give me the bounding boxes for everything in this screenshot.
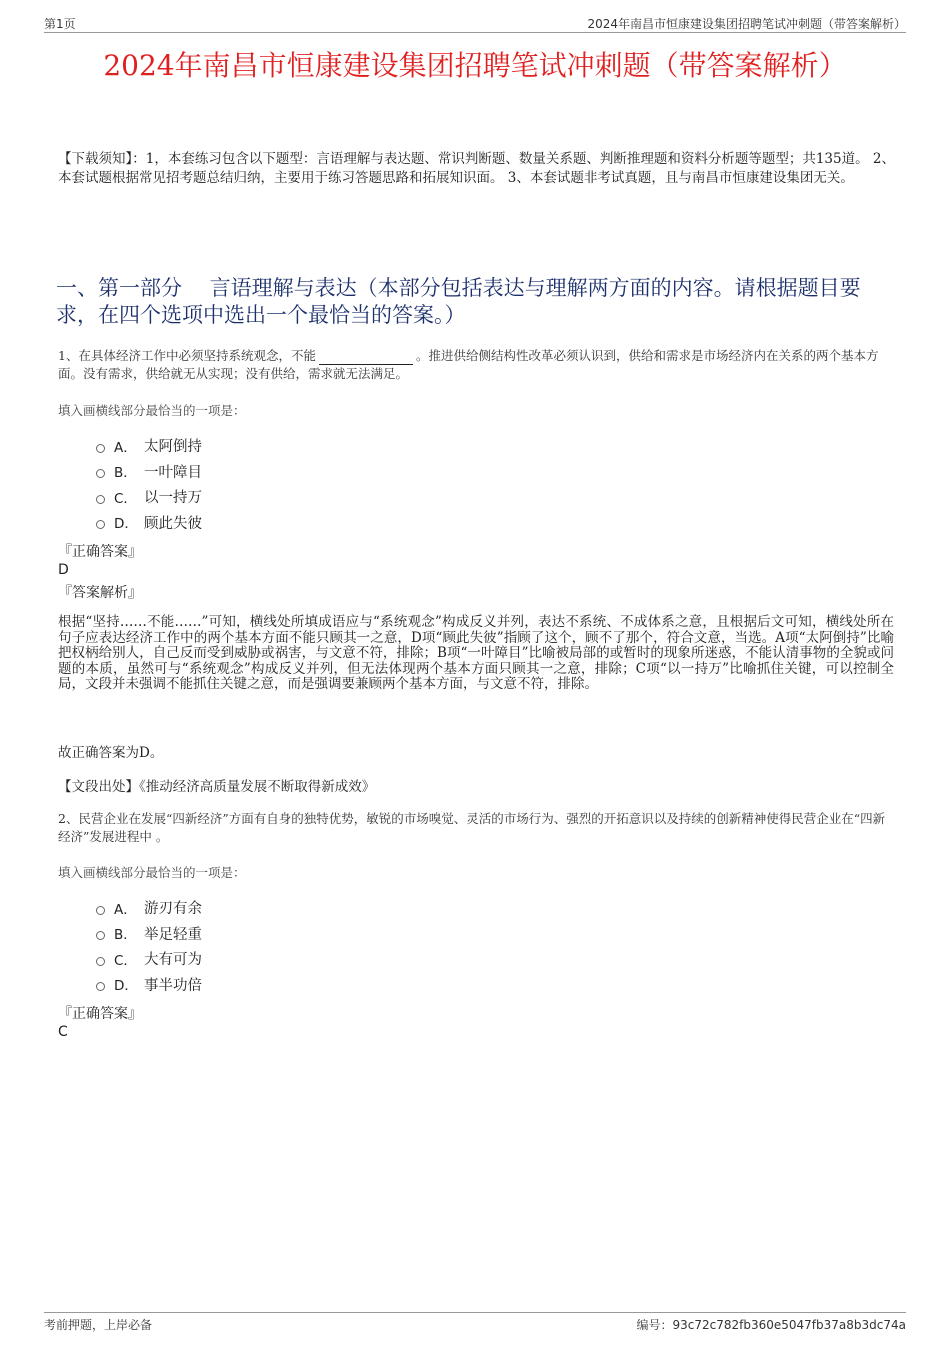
page-footer xyxy=(44,1312,906,1333)
radio-icon[interactable] xyxy=(96,982,105,991)
question-1-conclusion: 故正确答案为D。 xyxy=(58,745,164,761)
question-1-answer xyxy=(58,541,894,578)
radio-icon[interactable] xyxy=(96,469,105,478)
radio-icon[interactable] xyxy=(96,495,105,504)
answer-blank xyxy=(319,351,413,365)
question-1-analysis: 根据“坚持……不能……”可知，横线处所填成语应与“系统观念”构成反义并列，表达不系统、不成体系之意，且根据后文可知，横线处所在句子应表达经济工作中的两个基本方面不能只顾其一之意，D项“顾此失彼”指顾了这个，顾不了那个，符合文意，当选。A项“太阿倒持”比喻把权柄给别人，自己反而受到威胁或祸害，与文意不符，排除；B项“一叶障目”比喻被局部的或暂时的现象所迷惑，不能认清事物的全貌或问题的本质，虽然可与“系统观念”构成反义并列，但无法体现两个基本方面只顾其一之意，排除；C项“以一持万”比喻抓住关键，可以控制全局，文段并未强调不能抓住关键之意，而是强调要兼顾两个基本方面，与文意不符，排除。 xyxy=(58,614,894,692)
header-doc-title: 2024年南昌市恒康建设集团招聘笔试冲刺题（带答案解析） xyxy=(587,17,906,31)
analysis-label: 『答案解析』 xyxy=(58,585,142,601)
answer-label: 『正确答案』 xyxy=(58,1006,142,1022)
question-2-stem: 2、民营企业在发展“四新经济”方面有自身的独特优势，敏锐的市场嗅觉、灵活的市场行为、强烈的开拓意识以及持续的创新精神使得民营企业在“四新经济”发展进程中 。 xyxy=(58,811,886,844)
radio-icon[interactable] xyxy=(96,444,105,453)
option-c[interactable]: C． 大有可为 xyxy=(96,946,202,972)
section-title: 一、第一部分 言语理解与表达（本部分包括表达与理解两方面的内容。请根据题目要求，在四个选项中选出一个最恰当的答案。） xyxy=(56,276,861,327)
option-a[interactable]: A． 太阿倒持 xyxy=(96,433,202,459)
option-c[interactable]: C． 以一持万 xyxy=(96,484,202,510)
question-2-answer xyxy=(58,1003,894,1040)
page-header xyxy=(44,14,906,33)
question-1-stem-after: 。推进供给侧结构性改革必须认识到，供给和需求是市场经济内在关系的两个基本方面。没有需求，供给就无从实现；没有供给，需求就无法满足。 xyxy=(58,348,879,381)
option-b[interactable]: B． 一叶障目 xyxy=(96,459,202,485)
page-number: 第1页 xyxy=(44,17,76,31)
question-2-options xyxy=(96,895,202,997)
option-d[interactable]: D． 事半功倍 xyxy=(96,972,202,998)
question-1-stem-before: 1、在具体经济工作中必须坚持系统观念，不能 xyxy=(58,348,316,363)
option-a[interactable]: A． 游刃有余 xyxy=(96,895,202,921)
radio-icon[interactable] xyxy=(96,520,105,529)
document-title: 2024年南昌市恒康建设集团招聘笔试冲刺题（带答案解析） xyxy=(103,49,847,82)
question-1-prompt: 填入画横线部分最恰当的一项是： xyxy=(58,403,246,418)
radio-icon[interactable] xyxy=(96,931,105,940)
answer-value: C xyxy=(58,1024,68,1040)
radio-icon[interactable] xyxy=(96,957,105,966)
question-1-stem xyxy=(58,347,894,383)
footer-slogan: 考前押题，上岸必备 xyxy=(44,1318,153,1332)
question-1-source: 【文段出处】《推动经济高质量发展不断取得新成效》 xyxy=(58,779,376,795)
option-d[interactable]: D． 顾此失彼 xyxy=(96,510,202,536)
answer-value: D xyxy=(58,562,69,578)
radio-icon[interactable] xyxy=(96,906,105,915)
question-2-prompt: 填入画横线部分最恰当的一项是： xyxy=(58,865,246,880)
option-b[interactable]: B． 举足轻重 xyxy=(96,921,202,947)
question-1-options xyxy=(96,433,202,535)
download-notice: 【下载须知】：1，本套练习包含以下题型：言语理解与表达题、常识判断题、数量关系题、判断推理题和资料分析题等题型；共135道。 2、本套试题根据常见招考题总结归纳，主要用于练习答题思路和拓展知识面。 3、本套试题非考试真题，且与南昌市恒康建设集团无关。 xyxy=(58,151,895,186)
answer-label: 『正确答案』 xyxy=(58,544,142,560)
footer-doc-id: 编号：93c72c782fb360e5047fb37a8b3dc74a xyxy=(636,1318,906,1332)
